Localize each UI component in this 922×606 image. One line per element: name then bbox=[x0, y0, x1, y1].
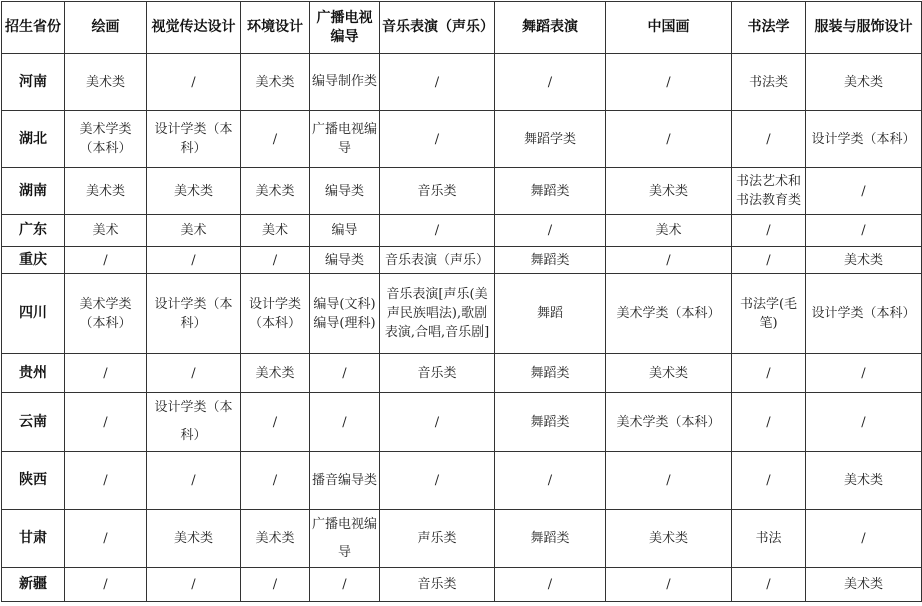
table-cell: / bbox=[241, 111, 310, 168]
table-cell: / bbox=[732, 111, 806, 168]
table-row bbox=[2, 274, 922, 354]
header-row bbox=[2, 2, 922, 54]
table-cell: 美术类 bbox=[147, 168, 241, 215]
table-cell: 编导类 bbox=[310, 247, 380, 274]
table-cell: 舞蹈类 bbox=[495, 510, 606, 568]
table-cell: 美术类 bbox=[606, 510, 732, 568]
table-cell: 舞蹈学类 bbox=[495, 111, 606, 168]
table-cell: / bbox=[732, 354, 806, 393]
table-cell: / bbox=[65, 510, 147, 568]
table-cell: / bbox=[65, 247, 147, 274]
table-cell: 广播电视编导 bbox=[310, 510, 380, 568]
table-cell: / bbox=[65, 354, 147, 393]
table-cell: 美术类 bbox=[241, 168, 310, 215]
header-province: 招生省份 bbox=[2, 2, 65, 54]
table-cell: / bbox=[241, 393, 310, 452]
table-cell: / bbox=[806, 354, 922, 393]
table-cell: / bbox=[495, 568, 606, 602]
table-cell: 美术类 bbox=[147, 510, 241, 568]
table-cell: 美术类 bbox=[806, 568, 922, 602]
table-cell: 广播电视编导 bbox=[310, 111, 380, 168]
table-cell: 美术类 bbox=[806, 54, 922, 111]
province-cell: 四川 bbox=[2, 274, 65, 354]
table-cell: 美术 bbox=[65, 215, 147, 247]
province-cell: 新疆 bbox=[2, 568, 65, 602]
table-cell: / bbox=[147, 452, 241, 510]
table-cell: / bbox=[732, 393, 806, 452]
table-cell: / bbox=[241, 247, 310, 274]
table-cell: / bbox=[606, 111, 732, 168]
table-cell: 设计学类（本科） bbox=[147, 111, 241, 168]
table-cell: 音乐类 bbox=[380, 568, 495, 602]
table-cell: 美术类 bbox=[806, 452, 922, 510]
table-cell: 美术学类（本科） bbox=[606, 274, 732, 354]
table-cell: / bbox=[495, 215, 606, 247]
table-cell: / bbox=[380, 111, 495, 168]
table-cell: 编导类 bbox=[310, 168, 380, 215]
table-cell: / bbox=[806, 393, 922, 452]
table-cell: 设计学类（本科） bbox=[806, 111, 922, 168]
table-cell: 舞蹈类 bbox=[495, 393, 606, 452]
header-dance: 舞蹈表演 bbox=[495, 2, 606, 54]
province-cell: 广东 bbox=[2, 215, 65, 247]
province-cell: 陕西 bbox=[2, 452, 65, 510]
table-cell: / bbox=[65, 568, 147, 602]
table-cell: / bbox=[65, 393, 147, 452]
table-row bbox=[2, 452, 922, 510]
province-cell: 重庆 bbox=[2, 247, 65, 274]
header-calligraphy: 书法学 bbox=[732, 2, 806, 54]
table-cell: / bbox=[147, 568, 241, 602]
table-row bbox=[2, 568, 922, 602]
table-cell: / bbox=[606, 54, 732, 111]
header-vocal-music: 音乐表演（声乐） bbox=[380, 2, 495, 54]
table-cell: 美术类 bbox=[241, 54, 310, 111]
table-row bbox=[2, 111, 922, 168]
province-cell: 湖北 bbox=[2, 111, 65, 168]
province-cell: 贵州 bbox=[2, 354, 65, 393]
table-cell: / bbox=[806, 215, 922, 247]
table-cell: 舞蹈 bbox=[495, 274, 606, 354]
table-cell: / bbox=[380, 54, 495, 111]
province-cell: 河南 bbox=[2, 54, 65, 111]
table-cell: / bbox=[310, 393, 380, 452]
table-cell: / bbox=[606, 452, 732, 510]
table-cell: / bbox=[310, 568, 380, 602]
table-cell: / bbox=[65, 452, 147, 510]
table-row bbox=[2, 393, 922, 452]
header-visual-design: 视觉传达设计 bbox=[147, 2, 241, 54]
table-cell: / bbox=[147, 354, 241, 393]
table-cell: 编导 bbox=[310, 215, 380, 247]
table-cell: / bbox=[606, 247, 732, 274]
table-cell: / bbox=[732, 215, 806, 247]
province-cell: 云南 bbox=[2, 393, 65, 452]
province-cell: 湖南 bbox=[2, 168, 65, 215]
table-row bbox=[2, 354, 922, 393]
table-cell: 美术 bbox=[241, 215, 310, 247]
header-painting: 绘画 bbox=[65, 2, 147, 54]
table-cell: / bbox=[380, 452, 495, 510]
table-cell: 美术类 bbox=[241, 354, 310, 393]
table-row bbox=[2, 247, 922, 274]
table-cell: 美术类 bbox=[65, 54, 147, 111]
table-cell: 舞蹈类 bbox=[495, 168, 606, 215]
table-cell: 舞蹈类 bbox=[495, 247, 606, 274]
table-cell: / bbox=[806, 510, 922, 568]
table-cell: / bbox=[147, 54, 241, 111]
table-cell: / bbox=[732, 568, 806, 602]
table-cell: / bbox=[310, 354, 380, 393]
table-cell: 音乐类 bbox=[380, 168, 495, 215]
header-fashion-design: 服装与服饰设计 bbox=[806, 2, 922, 54]
table-cell: / bbox=[380, 393, 495, 452]
table-row bbox=[2, 510, 922, 568]
table-cell: 美术学类（本科） bbox=[606, 393, 732, 452]
table-cell: / bbox=[495, 452, 606, 510]
table-cell: 书法艺术和书法教育类 bbox=[732, 168, 806, 215]
table-cell: / bbox=[380, 215, 495, 247]
table-cell: 编导(文科)编导(理科) bbox=[310, 274, 380, 354]
table-cell: 美术学类（本科） bbox=[65, 111, 147, 168]
table-row bbox=[2, 54, 922, 111]
header-broadcast-directing: 广播电视编导 bbox=[310, 2, 380, 54]
table-cell: 书法学(毛笔) bbox=[732, 274, 806, 354]
table-cell: 美术类 bbox=[606, 354, 732, 393]
table-cell: 书法 bbox=[732, 510, 806, 568]
table-cell: 编导制作类 bbox=[310, 54, 380, 111]
table-row bbox=[2, 215, 922, 247]
table-cell: 设计学类（本科） bbox=[806, 274, 922, 354]
table-cell: / bbox=[147, 247, 241, 274]
table-row bbox=[2, 168, 922, 215]
table-cell: / bbox=[732, 452, 806, 510]
table-cell: 音乐类 bbox=[380, 354, 495, 393]
table-cell: 书法类 bbox=[732, 54, 806, 111]
table-cell: / bbox=[241, 568, 310, 602]
table-cell: / bbox=[606, 568, 732, 602]
table-cell: / bbox=[806, 168, 922, 215]
table-cell: / bbox=[241, 452, 310, 510]
header-chinese-painting: 中国画 bbox=[606, 2, 732, 54]
table-cell: 美术类 bbox=[806, 247, 922, 274]
table-cell: 设计学类（本科） bbox=[241, 274, 310, 354]
table-cell: 设计学类（本科） bbox=[147, 393, 241, 452]
table-cell: 美术 bbox=[606, 215, 732, 247]
table-cell: 美术类 bbox=[241, 510, 310, 568]
table-cell: 设计学类（本科） bbox=[147, 274, 241, 354]
table-cell: / bbox=[495, 54, 606, 111]
province-cell: 甘肃 bbox=[2, 510, 65, 568]
table-cell: 音乐表演[声乐(美声民族唱法),歌剧表演,合唱,音乐剧] bbox=[380, 274, 495, 354]
table-cell: 美术 bbox=[147, 215, 241, 247]
table-cell: / bbox=[732, 247, 806, 274]
table-cell: 声乐类 bbox=[380, 510, 495, 568]
table-cell: 播音编导类 bbox=[310, 452, 380, 510]
table-cell: 舞蹈类 bbox=[495, 354, 606, 393]
table-cell: 美术类 bbox=[606, 168, 732, 215]
table-cell: 美术学类（本科） bbox=[65, 274, 147, 354]
table-cell: 音乐表演（声乐） bbox=[380, 247, 495, 274]
art-major-province-table bbox=[1, 1, 922, 602]
table-cell: 美术类 bbox=[65, 168, 147, 215]
header-environment-design: 环境设计 bbox=[241, 2, 310, 54]
